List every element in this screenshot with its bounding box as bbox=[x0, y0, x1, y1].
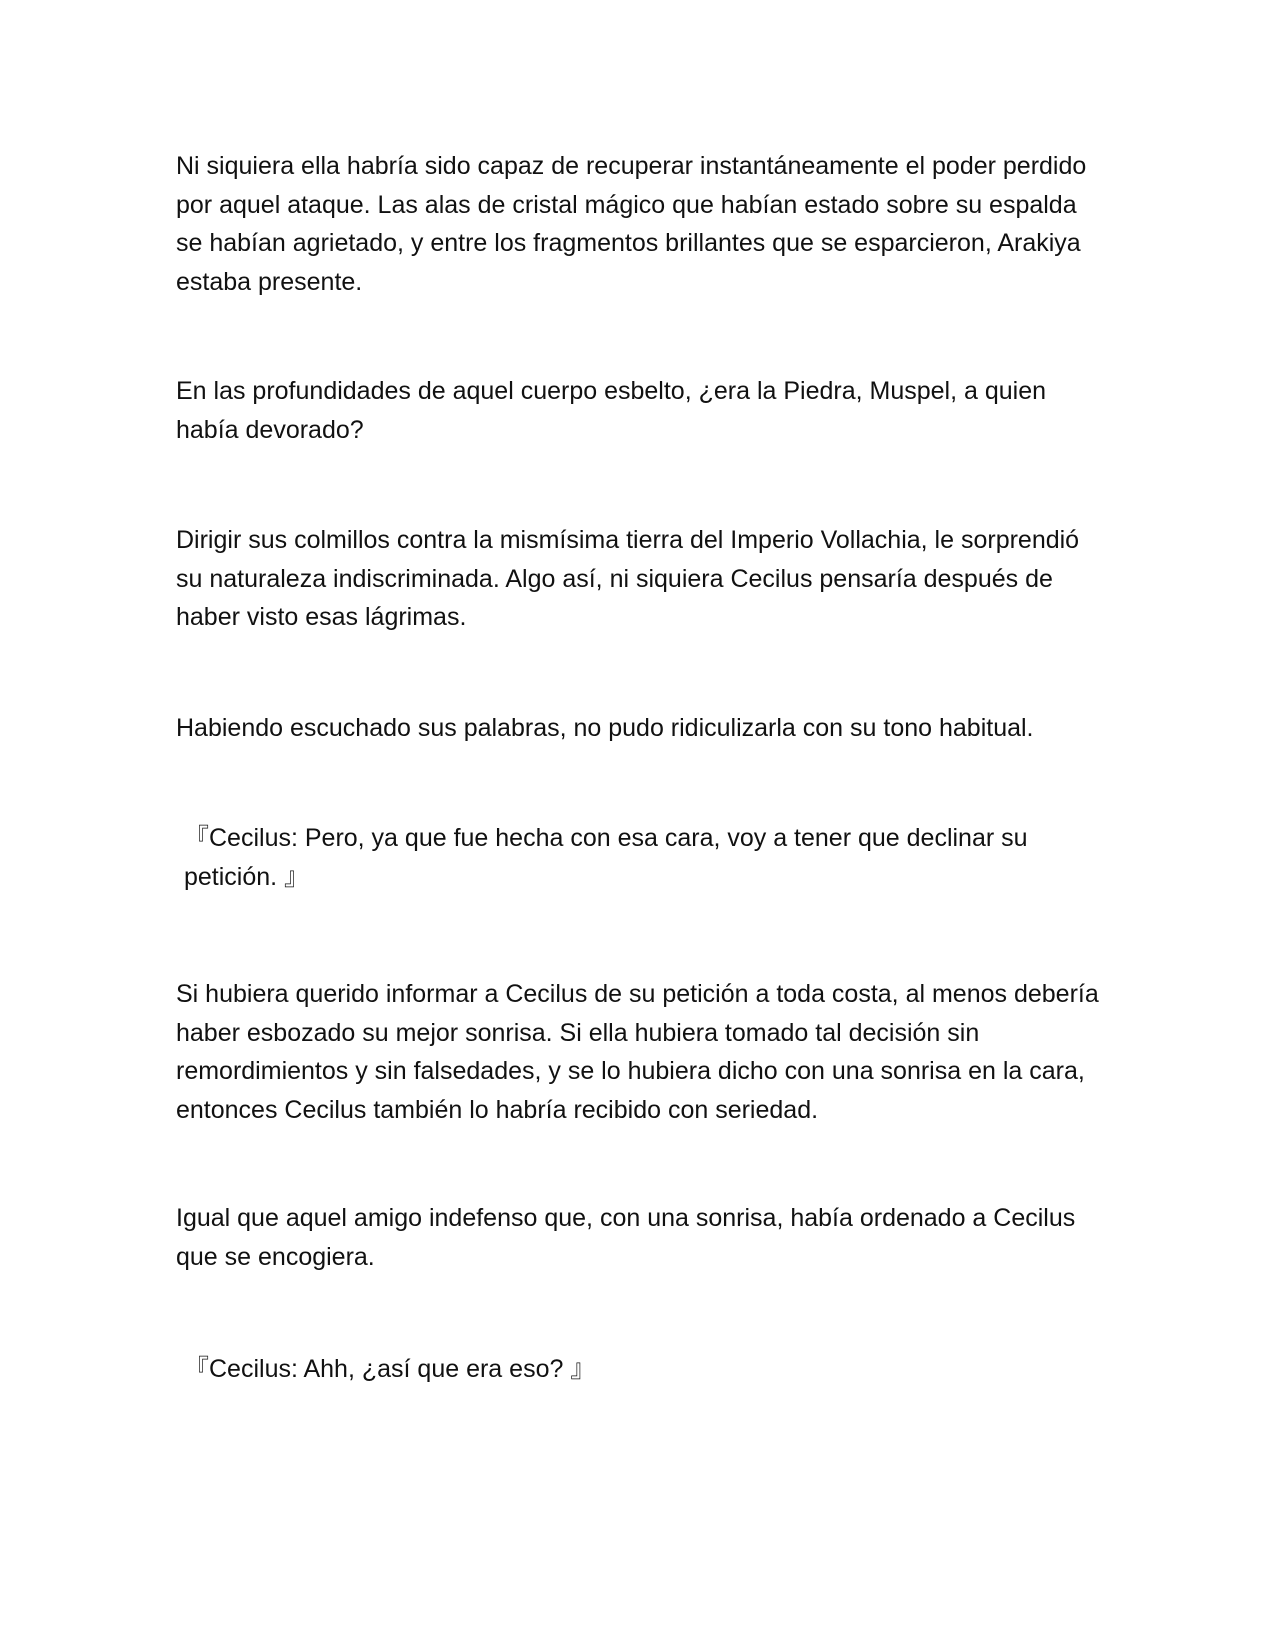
paragraph: Igual que aquel amigo indefenso que, con una sonrisa, había ordenado a Cecilus que se encogiera. bbox=[176, 1204, 1076, 1271]
paragraph: Si hubiera querido informar a Cecilus de su petición a toda costa, al menos debería haber esbozado su mejor sonrisa. Si ella hubiera tomado tal decisión sin remordimientos y sin falsedades, y se lo hubiera dicho con una sonrisa en la cara, entonces Cecilus también lo habría recibido con seriedad. bbox=[176, 980, 1099, 1124]
paragraph: Habiendo escuchado sus palabras, no pudo ridiculizarla con su tono habitual. bbox=[176, 714, 1034, 742]
paragraph: En las profundidades de aquel cuerpo esbelto, ¿era la Piedra, Muspel, a quien había devorado? bbox=[176, 377, 1047, 444]
paragraph: Dirigir sus colmillos contra la mismísima tierra del Imperio Vollachia, le sorprendió su naturaleza indiscriminada. Algo así, ni siquiera Cecilus pensaría después de haber visto esas lágrimas. bbox=[176, 526, 1080, 631]
dialogue-line: 『Cecilus: Ahh, ¿así que era eso? 』 bbox=[184, 1355, 596, 1383]
paragraph: Ni siquiera ella habría sido capaz de recuperar instantáneamente el poder perdido por aquel ataque. Las alas de cristal mágico que habían estado sobre su espalda se habían agrietado, y entre los fragmentos brillantes que se esparcieron, Arakiya estaba presente. bbox=[176, 152, 1087, 296]
dialogue-line: 『Cecilus: Pero, ya que fue hecha con esa cara, voy a tener que declinar su petición. 』 bbox=[184, 824, 1028, 891]
